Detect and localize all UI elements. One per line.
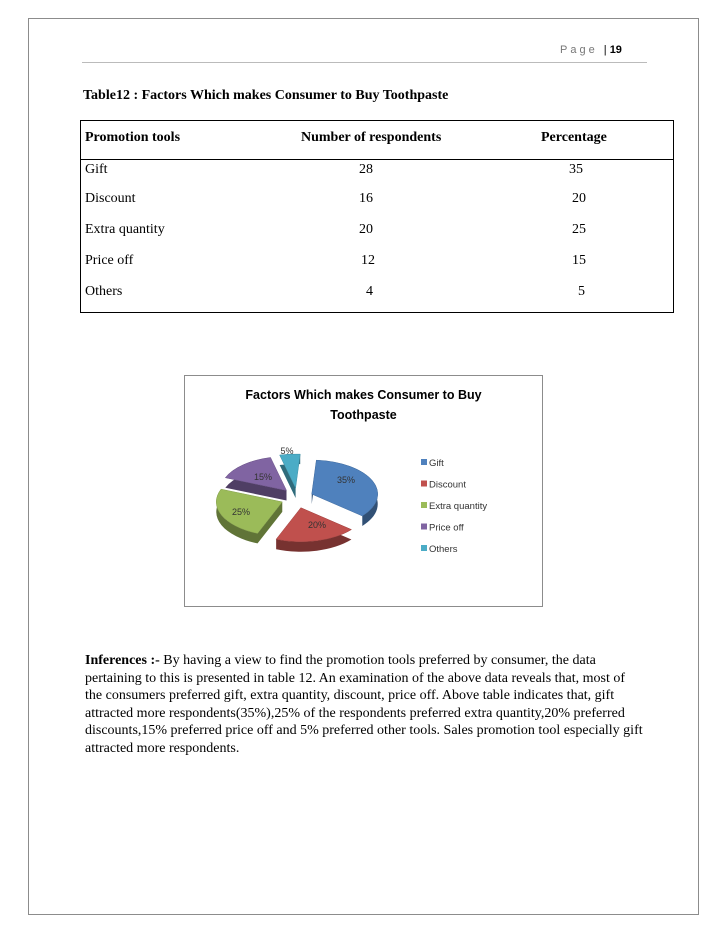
row-discount-tool: Discount — [85, 191, 136, 206]
legend-label-others: Others — [429, 544, 458, 555]
data-label-price-off: 15% — [253, 472, 273, 482]
data-label-extra-quantity: 25% — [231, 507, 251, 517]
row-discount-percent: 20 — [572, 191, 586, 206]
row-others-tool: Others — [85, 284, 123, 299]
legend-swatch-discount — [421, 481, 427, 487]
header-number-of-respondents: Number of respondents — [301, 130, 442, 145]
row-price-off-count: 12 — [361, 253, 375, 268]
slice-gift — [312, 460, 378, 516]
header-percentage: Percentage — [541, 130, 607, 145]
legend-swatch-gift — [421, 459, 427, 465]
legend-label-extra-quantity: Extra quantity — [429, 501, 488, 512]
row-others-percent: 5 — [578, 284, 585, 299]
row-price-off-percent: 15 — [572, 253, 586, 268]
pie-chart — [184, 375, 543, 607]
data-label-discount: 20% — [307, 520, 327, 530]
header-rule — [82, 62, 647, 63]
row-extra-quantity-tool: Extra quantity — [85, 222, 165, 237]
page-number: 19 — [609, 44, 622, 56]
table-header-row — [81, 121, 673, 160]
legend-swatch-others — [421, 545, 427, 551]
data-label-others: 5% — [280, 446, 294, 456]
chart-title-line-2: Toothpaste — [330, 408, 397, 422]
row-discount-count: 16 — [359, 191, 373, 206]
data-table — [80, 120, 674, 313]
page-header — [560, 44, 622, 56]
row-gift-count: 28 — [359, 162, 373, 177]
legend-swatch-price-off — [421, 524, 427, 530]
table-title: Table12 : Factors Which makes Consumer to Buy Toothpaste — [83, 88, 449, 103]
legend-label-price-off: Price off — [429, 522, 464, 534]
header-promotion-tools: Promotion tools — [85, 130, 181, 145]
page-separator: | — [603, 44, 610, 56]
legend-label-discount: Discount — [429, 479, 466, 491]
pie-chart-plot — [185, 376, 542, 606]
inferences-label: Inferences :- — [85, 653, 160, 668]
row-gift-tool: Gift — [85, 162, 108, 177]
row-extra-quantity-percent: 25 — [572, 222, 586, 237]
legend-swatch-extra-quantity — [421, 502, 427, 508]
inferences-text: By having a view to find the promotion tools preferred by consumer, the data pertaining to this is presented in table 12. An examination of the above data reveals that, most of the consumers preferred gift, extra quantity, discount, price off. Above table indicates that, gift attracted more respondents(35%),25% of the respondents preferred extra quantity,20% preferred discounts,15% preferred price off and 5% preferred other tools. Sales promotion tool especially gift attracted more respondents. — [85, 653, 643, 756]
row-price-off-tool: Price off — [85, 253, 134, 268]
page-word: Page — [560, 44, 598, 56]
data-label-gift: 35% — [336, 475, 356, 485]
inferences-paragraph — [85, 652, 645, 757]
row-extra-quantity-count: 20 — [359, 222, 373, 237]
row-gift-percent: 35 — [569, 162, 583, 177]
row-others-count: 4 — [366, 284, 373, 299]
chart-title-line-1: Factors Which makes Consumer to Buy — [245, 388, 482, 402]
legend-label-gift: Gift — [429, 458, 444, 469]
